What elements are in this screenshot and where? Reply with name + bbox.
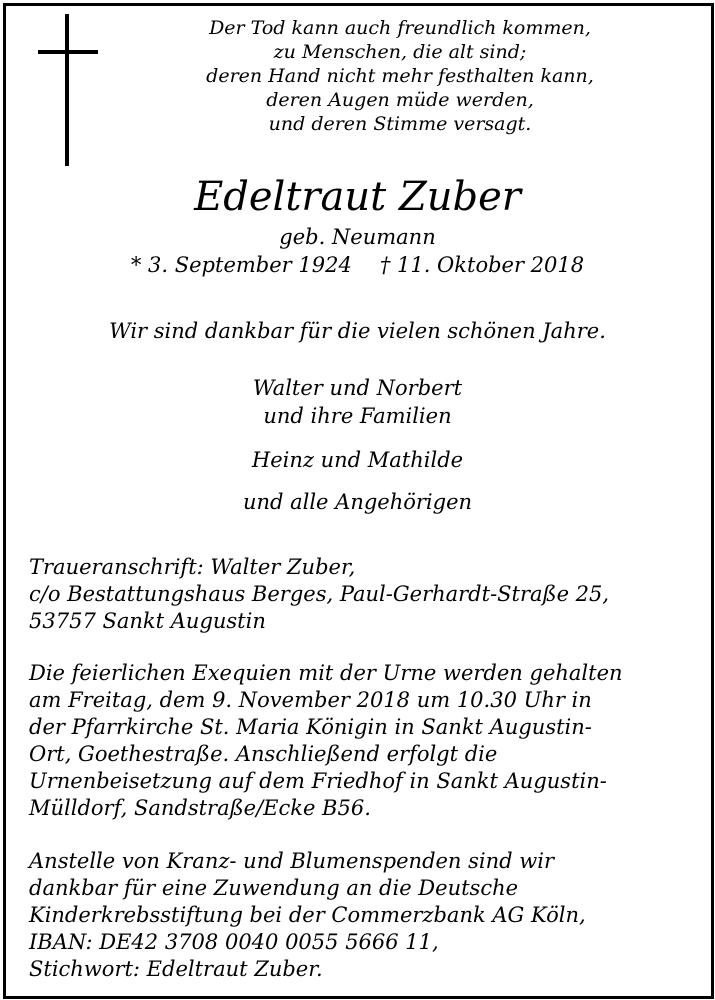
birth-name: geb. Neumann	[279, 225, 436, 249]
address-line: 53757 Sankt Augustin	[29, 609, 266, 633]
birth-date: * 3. September 1924	[130, 253, 352, 277]
donation-info	[29, 848, 709, 983]
poem-line: Der Tod kann auch freundlich kommen,	[209, 17, 591, 39]
family-line: und ihre Familien	[263, 404, 452, 428]
thanks-line: Wir sind dankbar für die vielen schönen Jahre.	[109, 319, 606, 343]
death-date: † 11. Oktober 2018	[379, 253, 585, 277]
address-line: Traueranschrift: Walter Zuber,	[29, 555, 356, 579]
poem-line: deren Hand nicht mehr festhalten kann,	[206, 65, 594, 87]
cross-icon	[38, 14, 98, 166]
ceremony-line: Mülldorf, Sandstraße/Ecke B56.	[29, 796, 371, 820]
donation-line: Kinderkrebsstiftung bei der Commerzbank AG Köln,	[29, 903, 586, 927]
donation-line: Anstelle von Kranz- und Blumenspenden sind wir	[29, 849, 554, 873]
family-line: Walter und Norbert	[252, 376, 463, 400]
ceremony-line: Ort, Goethestraße. Anschließend erfolgt die	[29, 742, 498, 766]
family-group-walter-norbert	[0, 374, 715, 430]
ceremony-line: Urnenbeisetzung auf dem Friedhof in Sankt Augustin-	[29, 769, 607, 793]
poem-line: deren Augen müde werden,	[266, 89, 534, 111]
ceremony-line: der Pfarrkirche St. Maria Königin in Sankt Augustin-	[29, 715, 592, 739]
address-line: c/o Bestattungshaus Berges, Paul-Gerhardt-Straße 25,	[29, 582, 610, 606]
ceremony-line: Die feierlichen Exequien mit der Urne werden gehalten	[29, 661, 623, 685]
ceremony-line: am Freitag, dem 9. November 2018 um 10.30 Uhr in	[29, 688, 592, 712]
ceremony-info	[29, 660, 709, 822]
family-group-heinz-mathilde: Heinz und Mathilde	[251, 448, 464, 472]
poem-line: und deren Stimme versagt.	[268, 113, 532, 135]
poem-line: zu Menschen, die alt sind;	[273, 41, 527, 63]
family-group-relatives: und alle Angehörigen	[242, 490, 473, 514]
donation-line: Stichwort: Edeltraut Zuber.	[29, 957, 323, 981]
poem	[120, 16, 680, 136]
life-dates	[0, 251, 715, 279]
donation-line: dankbar für eine Zuwendung an die Deutsche	[29, 876, 519, 900]
deceased-name: Edeltraut Zuber	[194, 174, 521, 220]
donation-line: IBAN: DE42 3708 0040 0055 5666 11,	[29, 930, 439, 954]
mourning-address	[29, 554, 709, 635]
